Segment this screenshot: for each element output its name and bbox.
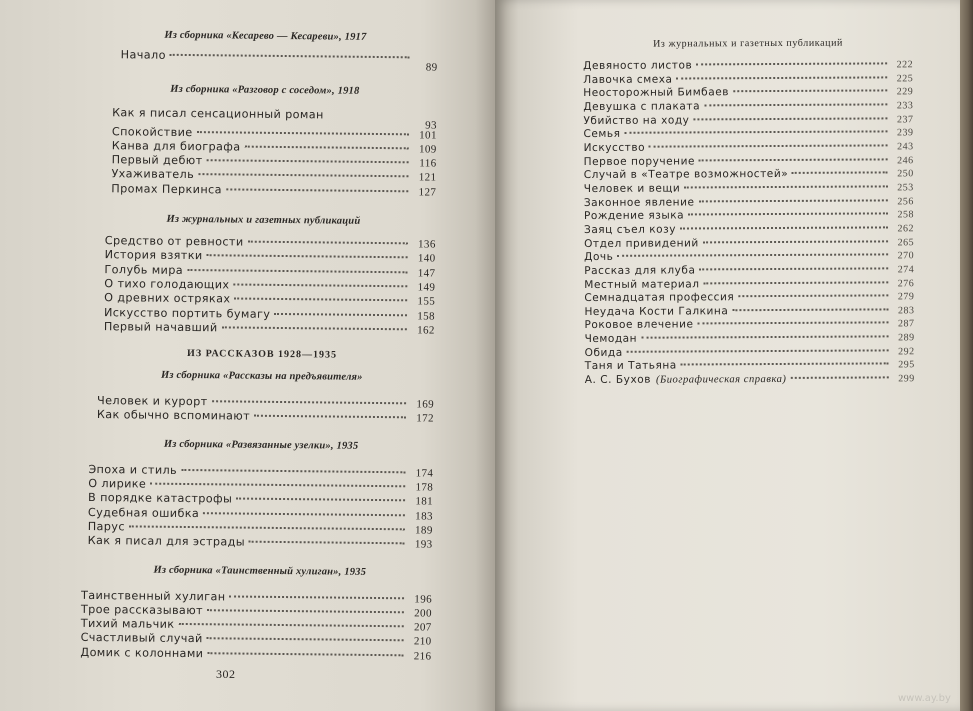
entry-page: 292 <box>898 346 915 358</box>
entry-page: 127 <box>418 186 437 199</box>
entry-title: Человек и курорт <box>97 394 208 409</box>
entry-page: 299 <box>898 373 915 385</box>
entry-title: Отдел привидений <box>584 236 699 250</box>
dot-leader <box>197 131 409 135</box>
group-heading: Из сборника «Таинственный хулиган», 1935 <box>153 564 367 578</box>
dot-leader <box>187 269 407 273</box>
entry-page: 210 <box>413 635 432 649</box>
dot-leader <box>207 652 403 656</box>
entry-title: Голубь мира <box>104 262 184 277</box>
entry-page: 222 <box>896 59 914 71</box>
entry-title: Эпоха и стиль <box>88 462 178 477</box>
entry-title: Таинственный хулиган <box>80 588 226 603</box>
entry-title: Первый начавший <box>103 319 218 335</box>
dot-leader <box>150 483 405 488</box>
entry-page: 183 <box>415 510 433 523</box>
entry-title: Ухаживатель <box>111 167 195 182</box>
entry-page: 174 <box>415 467 434 480</box>
entry-page: 239 <box>896 127 914 139</box>
entry-title: Первое поручение <box>583 155 696 168</box>
group-heading: Из сборника «Разговор с соседом», 1918 <box>170 84 360 98</box>
entry-title: Таня и Татьяна <box>584 359 677 373</box>
entry-title: Средство от ревности <box>104 234 244 249</box>
entry-list <box>120 48 438 74</box>
group-heading: Из сборника «Кесарево — Кесареви», 1917 <box>164 29 367 43</box>
entry-title: А. С. Бухов <box>584 373 651 387</box>
dot-leader <box>681 363 889 366</box>
entry-page: 246 <box>897 154 914 166</box>
entry-page: 181 <box>415 495 434 508</box>
entry-page: 172 <box>416 412 434 426</box>
toc-entry <box>111 182 436 200</box>
dot-leader <box>649 144 888 147</box>
entry-title: Чемодан <box>584 332 638 346</box>
dot-leader <box>699 267 888 270</box>
entry-page: 256 <box>897 195 914 207</box>
dot-leader <box>703 240 888 243</box>
dot-leader <box>203 512 405 516</box>
group-heading: Из сборника «Развязанные узелки», 1935 <box>163 438 359 452</box>
dot-leader <box>677 76 888 79</box>
entry-title: Дочь <box>584 251 614 264</box>
dot-leader <box>627 349 889 352</box>
entry-title: Лавочка смеха <box>583 73 673 86</box>
dot-leader <box>181 469 405 473</box>
dot-leader <box>733 90 887 93</box>
entry-list <box>97 394 434 426</box>
entry-title: Промах Перкинса <box>111 181 222 197</box>
right-page <box>495 0 960 711</box>
group-heading: Из сборника «Рассказы на предъявителя» <box>161 369 363 383</box>
toc-entry <box>80 646 431 664</box>
dot-leader <box>699 158 888 161</box>
left-page-contents <box>80 28 438 664</box>
entry-title: Девяносто листов <box>583 59 693 72</box>
entry-page: 289 <box>898 332 915 344</box>
dot-leader <box>207 638 404 642</box>
dot-leader <box>693 117 887 120</box>
group-heading: Из журнальных и газетных публикаций <box>166 213 361 227</box>
dot-leader <box>790 376 888 379</box>
entry-title: Первый дебют <box>111 153 203 168</box>
watermark: www.ay.by <box>898 693 951 704</box>
entry-page: 207 <box>413 621 432 634</box>
dot-leader <box>792 172 888 175</box>
entry-note: (Биографическая справка) <box>655 374 787 386</box>
entry-page: 196 <box>414 592 433 606</box>
entry-page: 258 <box>897 209 914 221</box>
dot-leader <box>688 213 888 216</box>
dot-leader <box>178 623 403 627</box>
entry-title: Рассказ для клуба <box>584 264 696 277</box>
entry-title: Случай в «Театре возможностей» <box>583 168 789 182</box>
entry-page: 140 <box>417 252 436 265</box>
entry-title: О лирике <box>88 477 147 491</box>
entry-title: Счастливый случай <box>80 631 203 646</box>
group-heading: Из журнальных и газетных публикаций <box>653 37 844 50</box>
dot-leader <box>207 159 409 163</box>
entry-page: 178 <box>415 481 434 494</box>
dot-leader <box>696 62 887 65</box>
entry-page: 89 <box>425 61 438 74</box>
entry-page: 225 <box>896 72 914 85</box>
entry-list <box>104 234 436 338</box>
entry-title: Убийство на ходу <box>583 114 690 127</box>
entry-page: 262 <box>897 223 915 235</box>
entry-page: 253 <box>897 182 914 194</box>
entry-title: Как я писал сенсационный роман <box>112 106 324 122</box>
entry-title: Неосторожный Бимбаев <box>583 86 729 100</box>
entry-title: Судебная ошибка <box>87 505 200 520</box>
entry-page: 116 <box>419 157 437 170</box>
dot-leader <box>254 415 406 419</box>
entry-title: Законное явление <box>583 195 695 209</box>
entry-title: В порядке катастрофы <box>88 491 233 506</box>
entry-title: Начало <box>120 48 166 62</box>
entry-page: 216 <box>413 650 432 663</box>
entry-title: Неудача Кости Галкина <box>584 305 729 318</box>
entry-title: Семья <box>583 128 621 141</box>
dot-leader <box>625 131 888 134</box>
entry-list <box>111 107 437 200</box>
entry-title: Семнадцатая профессия <box>584 291 735 305</box>
entry-title: Человек и вещи <box>583 182 681 195</box>
dot-leader <box>233 283 407 287</box>
entry-title: О тихо голодающих <box>104 277 230 292</box>
dot-leader <box>328 116 409 117</box>
entry-page: 274 <box>897 264 915 276</box>
toc-entry <box>104 320 435 338</box>
entry-page: 250 <box>897 168 914 180</box>
dot-leader <box>249 541 405 545</box>
entry-title: Тихий мальчик <box>80 617 175 632</box>
entry-page: 295 <box>898 359 915 371</box>
dot-leader <box>704 103 887 106</box>
entry-page: 243 <box>897 141 914 153</box>
entry-page: 287 <box>897 318 915 330</box>
entry-page: 109 <box>418 143 437 156</box>
entry-page: 283 <box>897 305 915 317</box>
dot-leader <box>226 188 408 192</box>
entry-title: О древних остряках <box>104 291 231 306</box>
dot-leader <box>170 54 410 59</box>
toc-entry <box>88 534 433 552</box>
entry-page: 200 <box>414 607 432 620</box>
toc-entry <box>97 409 434 427</box>
entry-title: Канва для биографа <box>111 139 241 154</box>
dot-leader <box>697 322 888 325</box>
entry-title: Искусство <box>583 141 646 154</box>
entry-list <box>88 463 434 552</box>
entry-title: Трое рассказывают <box>80 602 204 618</box>
entry-title: Домик с колоннами <box>80 645 204 660</box>
entry-page: 276 <box>897 277 915 289</box>
entry-page: 233 <box>896 100 914 112</box>
dot-leader <box>248 241 408 245</box>
entry-page: 237 <box>896 113 914 125</box>
entry-page: 229 <box>896 86 914 98</box>
dot-leader <box>207 609 404 613</box>
entry-title: Обида <box>584 346 623 359</box>
dot-leader <box>198 174 408 178</box>
dot-leader <box>274 312 407 315</box>
entry-title: Как обычно вспоминают <box>96 408 251 424</box>
entry-page: 147 <box>417 267 436 280</box>
entry-title: Спокойствие <box>111 124 193 139</box>
entry-title: Местный материал <box>584 277 700 291</box>
page-edges <box>960 0 973 711</box>
entry-title: Рождение языка <box>583 209 685 223</box>
entry-page: 270 <box>897 250 915 262</box>
dot-leader <box>617 254 888 257</box>
entry-page: 169 <box>416 398 435 411</box>
dot-leader <box>704 281 889 284</box>
entry-title: Как я писал для эстрады <box>87 534 246 549</box>
entry-page: 158 <box>417 309 436 323</box>
dot-leader <box>236 498 405 502</box>
entry-page: 193 <box>414 538 433 551</box>
dot-leader <box>234 298 407 302</box>
dot-leader <box>680 226 888 229</box>
entry-title: Заяц съел козу <box>583 223 677 236</box>
dot-leader <box>222 326 407 330</box>
dot-leader <box>245 145 409 149</box>
entry-list <box>80 588 432 663</box>
dot-leader <box>738 295 888 298</box>
dot-leader <box>129 525 405 530</box>
page-number: 302 <box>216 667 236 681</box>
entry-title: Девушка с плаката <box>583 100 701 113</box>
entry-title: Парус <box>87 519 126 534</box>
toc-entry <box>585 372 915 387</box>
dot-leader <box>641 336 889 339</box>
dot-leader <box>732 308 888 311</box>
entry-page: 189 <box>414 524 433 537</box>
entry-page: 101 <box>419 129 437 142</box>
entry-title: Роковое влечение <box>584 318 694 332</box>
entry-page: 265 <box>897 236 915 248</box>
section-heading: ИЗ РАССКАЗОВ 1928—1935 <box>187 348 338 361</box>
right-page-contents <box>583 36 915 387</box>
entry-title: Искусство портить бумагу <box>103 305 271 321</box>
entry-page: 93 <box>425 119 438 132</box>
entry-list <box>583 58 915 387</box>
entry-page: 155 <box>417 295 436 308</box>
dot-leader <box>698 199 887 202</box>
entry-page: 149 <box>417 281 436 294</box>
dot-leader <box>229 595 404 599</box>
entry-title: История взятки <box>104 248 203 263</box>
dot-leader <box>684 185 888 188</box>
toc-entry <box>120 48 438 74</box>
entry-page: 162 <box>417 324 435 337</box>
entry-page: 279 <box>897 291 915 303</box>
entry-page: 136 <box>417 238 436 251</box>
dot-leader <box>212 400 406 404</box>
entry-page: 121 <box>418 171 437 185</box>
dot-leader <box>207 255 408 259</box>
